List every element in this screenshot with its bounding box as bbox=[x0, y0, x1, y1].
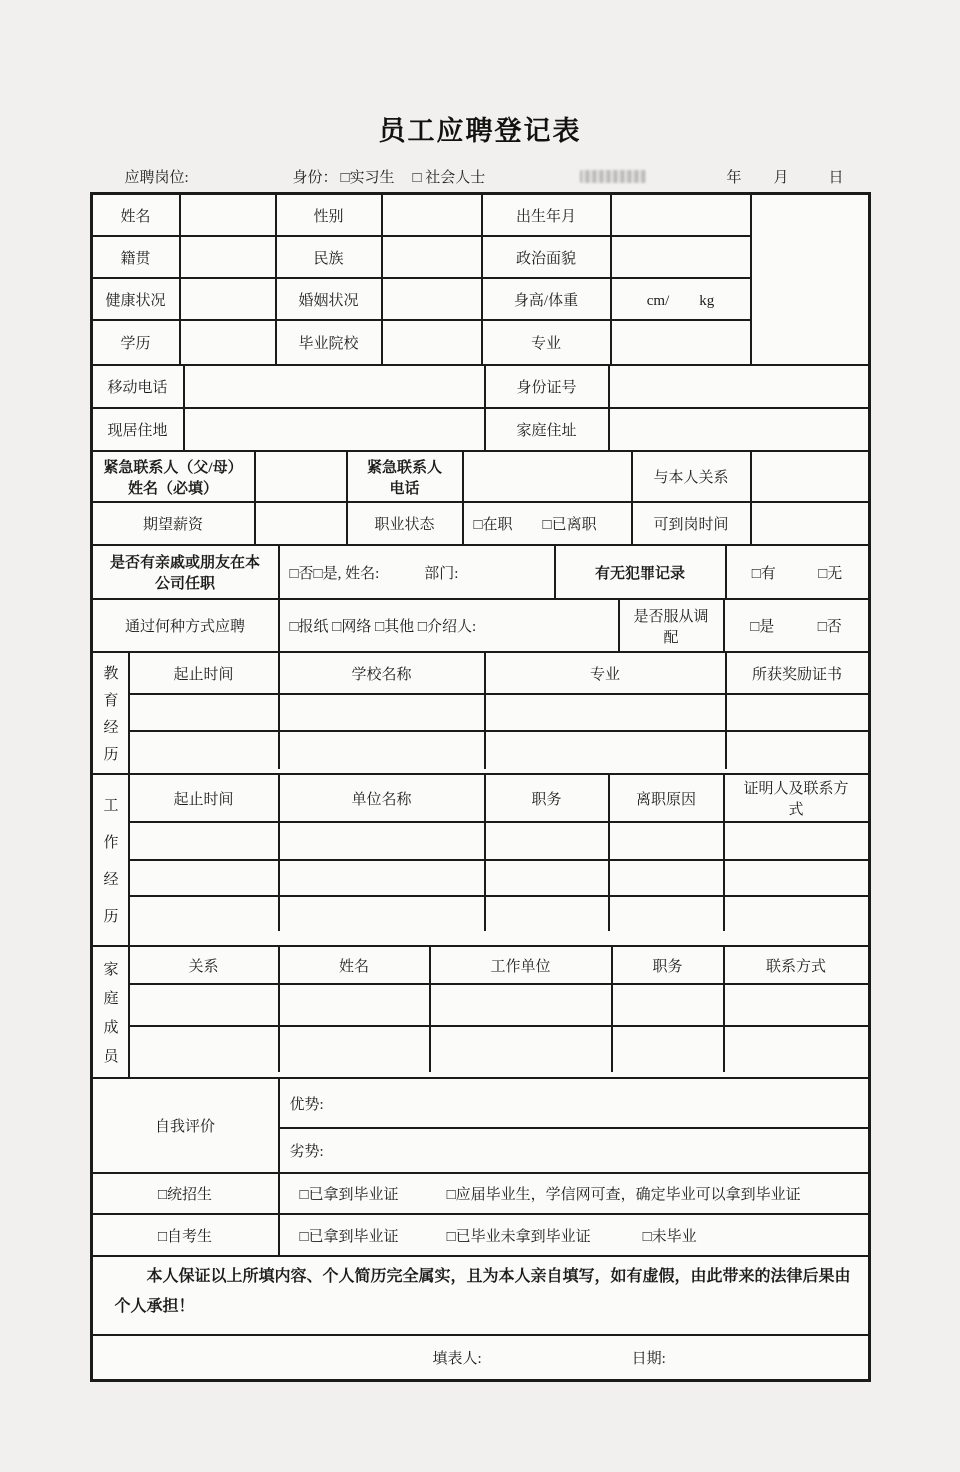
table-row bbox=[93, 279, 750, 321]
work-section-label: 工作经历 bbox=[93, 775, 130, 945]
birthdate-value-cell[interactable] bbox=[612, 195, 750, 235]
work-cell[interactable] bbox=[130, 897, 280, 931]
work-cell[interactable] bbox=[486, 861, 610, 895]
table-row bbox=[280, 1129, 868, 1172]
family-cell[interactable] bbox=[431, 985, 613, 1025]
emergency-name-label: 紧急联系人（父/母）姓名（必填） bbox=[93, 452, 256, 501]
table-row bbox=[93, 1215, 868, 1257]
criminal-record-checkboxes[interactable] bbox=[727, 546, 868, 598]
application-channel-checkboxes[interactable]: □报纸 □网络 □其他 □介绍人: bbox=[280, 600, 620, 651]
work-cell[interactable] bbox=[725, 897, 868, 931]
work-cell[interactable] bbox=[610, 861, 725, 895]
work-cell[interactable] bbox=[130, 861, 280, 895]
political-status-value-cell[interactable] bbox=[612, 237, 750, 277]
emergency-phone-value-cell[interactable] bbox=[464, 452, 633, 501]
home-address-label: 家庭住址 bbox=[486, 409, 610, 450]
work-header-leave-reason: 离职原因 bbox=[610, 775, 725, 821]
table-row bbox=[93, 409, 868, 452]
ethnicity-value-cell[interactable] bbox=[383, 237, 483, 277]
strengths-label: 优势: bbox=[289, 1096, 324, 1113]
degree-label: 学历 bbox=[93, 321, 181, 364]
name-value-cell[interactable] bbox=[181, 195, 277, 235]
relation-label: 与本人关系 bbox=[633, 452, 752, 501]
family-header-row bbox=[130, 947, 868, 985]
family-row bbox=[130, 985, 868, 1027]
date-label: 日期: bbox=[631, 1351, 666, 1367]
education-header-row bbox=[130, 653, 868, 695]
work-cell[interactable] bbox=[486, 823, 610, 859]
family-header-relation: 关系 bbox=[130, 947, 280, 983]
work-header-company: 单位名称 bbox=[280, 775, 486, 821]
family-cell[interactable] bbox=[725, 1027, 868, 1072]
relation-value-cell[interactable] bbox=[752, 452, 868, 501]
work-cell[interactable] bbox=[725, 823, 868, 859]
table-row bbox=[93, 321, 750, 364]
work-header-period: 起止时间 bbox=[130, 775, 280, 821]
work-cell[interactable] bbox=[280, 897, 486, 931]
education-cell[interactable] bbox=[130, 695, 280, 730]
marital-status-value-cell[interactable] bbox=[383, 279, 483, 319]
family-header-name: 姓名 bbox=[280, 947, 431, 983]
work-cell[interactable] bbox=[280, 823, 486, 859]
id-number-value-cell[interactable] bbox=[610, 366, 868, 407]
height-weight-value-cell[interactable]: cm/ kg bbox=[646, 292, 715, 309]
application-channel-label: 通过何种方式应聘 bbox=[93, 600, 280, 651]
birthdate-label: 出生年月 bbox=[483, 195, 612, 235]
education-section bbox=[93, 653, 868, 775]
filler-label: 填表人: bbox=[432, 1351, 482, 1367]
education-header-school: 学校名称 bbox=[280, 653, 486, 693]
relatives-checkboxes[interactable]: □否□是, 姓名: 部门: bbox=[280, 546, 556, 598]
height-weight-label: 身高/体重 bbox=[483, 279, 612, 319]
self-taught-student-checkbox[interactable]: □自考生 bbox=[93, 1215, 280, 1255]
residence-label: 现居住地 bbox=[93, 409, 185, 450]
table-row bbox=[93, 503, 868, 546]
major-label: 专业 bbox=[483, 321, 612, 364]
criminal-yes-checkbox[interactable]: □有 bbox=[751, 565, 776, 582]
declaration-text: 本人保证以上所填内容、个人简历完全属实，且为本人亲自填写，如有虚假，由此带来的法律后果由个人承担！ bbox=[114, 1268, 851, 1316]
strengths-cell[interactable] bbox=[280, 1079, 868, 1127]
marital-status-label: 婚姻状况 bbox=[277, 279, 383, 319]
work-header-reference: 证明人及联系方式 bbox=[743, 781, 849, 818]
work-row bbox=[130, 823, 868, 861]
position-label: 应聘岗位: bbox=[124, 170, 189, 186]
table-row bbox=[93, 546, 868, 600]
name-label: 姓名 bbox=[93, 195, 181, 235]
work-cell[interactable] bbox=[486, 897, 610, 931]
education-cell[interactable] bbox=[486, 695, 727, 730]
education-header-period: 起止时间 bbox=[130, 653, 280, 693]
family-cell[interactable] bbox=[613, 985, 725, 1025]
job-status-label: 职业状态 bbox=[348, 503, 464, 544]
family-row bbox=[130, 1027, 868, 1072]
family-cell[interactable] bbox=[280, 985, 431, 1025]
gender-value-cell[interactable] bbox=[383, 195, 483, 235]
home-address-value-cell[interactable] bbox=[610, 409, 868, 450]
education-cell[interactable] bbox=[727, 732, 868, 769]
family-cell[interactable] bbox=[130, 1027, 280, 1072]
mobile-label: 移动电话 bbox=[93, 366, 185, 407]
education-section-label: 教育经历 bbox=[93, 653, 130, 773]
diploma-obtained-checkbox[interactable]: □已拿到毕业证 bbox=[299, 1187, 399, 1203]
work-cell[interactable] bbox=[610, 823, 725, 859]
self-taught-options bbox=[280, 1215, 868, 1255]
regular-student-options bbox=[280, 1174, 868, 1213]
table-row bbox=[93, 1174, 868, 1215]
basic-info-section bbox=[93, 195, 868, 366]
family-cell[interactable] bbox=[613, 1027, 725, 1072]
signature-row[interactable] bbox=[93, 1336, 868, 1379]
application-form-table bbox=[90, 192, 871, 1382]
education-cell[interactable] bbox=[130, 732, 280, 769]
family-cell[interactable] bbox=[130, 985, 280, 1025]
salary-label: 期望薪资 bbox=[93, 503, 256, 544]
emergency-phone-label: 紧急联系人电话 bbox=[348, 452, 464, 501]
scanned-form-page bbox=[0, 114, 960, 1472]
weaknesses-cell[interactable] bbox=[280, 1129, 868, 1172]
work-cell[interactable] bbox=[610, 897, 725, 931]
work-cell[interactable] bbox=[725, 861, 868, 895]
table-row bbox=[280, 1079, 868, 1129]
fresh-graduate-checkbox[interactable]: □应届毕业生，学信网可查，确定毕业可以拿到毕业证 bbox=[446, 1187, 801, 1203]
work-header-row bbox=[130, 775, 868, 823]
regular-student-checkbox[interactable]: □统招生 bbox=[93, 1174, 280, 1213]
onboard-time-label: 可到岗时间 bbox=[633, 503, 752, 544]
self-evaluation-label: 自我评价 bbox=[93, 1079, 280, 1172]
work-row bbox=[130, 861, 868, 897]
self-evaluation-section bbox=[93, 1079, 868, 1174]
declaration-cell bbox=[93, 1257, 868, 1334]
diploma-obtained-checkbox[interactable]: □已拿到毕业证 bbox=[299, 1228, 399, 1245]
work-cell[interactable] bbox=[280, 861, 486, 895]
work-row bbox=[130, 897, 868, 931]
education-cell[interactable] bbox=[280, 695, 486, 730]
header-line bbox=[90, 166, 871, 190]
family-section-label: 家庭成员 bbox=[93, 947, 130, 1077]
redacted-stamp bbox=[580, 170, 646, 183]
criminal-no-checkbox[interactable]: □无 bbox=[818, 565, 843, 582]
table-row bbox=[93, 600, 868, 653]
family-section bbox=[93, 947, 868, 1079]
native-place-value-cell[interactable] bbox=[181, 237, 277, 277]
job-status-checkboxes[interactable]: □在职 □已离职 bbox=[464, 503, 633, 544]
native-place-label: 籍贯 bbox=[93, 237, 181, 277]
onboard-time-value-cell[interactable] bbox=[752, 503, 868, 544]
health-label: 健康状况 bbox=[93, 279, 181, 319]
emergency-name-value-cell[interactable] bbox=[256, 452, 348, 501]
identity-intern-checkbox[interactable]: □实习生 bbox=[340, 170, 395, 186]
education-header-awards: 所获奖励证书 bbox=[751, 666, 842, 683]
not-graduated-checkbox[interactable]: □未毕业 bbox=[642, 1228, 697, 1245]
criminal-record-label: 有无犯罪记录 bbox=[556, 546, 727, 598]
identity-social-checkbox[interactable]: □ 社会人士 bbox=[412, 170, 486, 186]
family-cell[interactable] bbox=[280, 1027, 431, 1072]
family-header-employer: 工作单位 bbox=[431, 947, 613, 983]
table-row bbox=[93, 1336, 868, 1379]
gender-label: 性别 bbox=[277, 195, 383, 235]
work-cell[interactable] bbox=[130, 823, 280, 859]
education-row bbox=[130, 732, 868, 769]
major-value-cell[interactable] bbox=[612, 321, 750, 364]
relocation-label: 是否服从调配 bbox=[620, 600, 725, 651]
relatives-label: 是否有亲戚或朋友在本公司任职 bbox=[93, 546, 280, 598]
table-row bbox=[93, 237, 750, 279]
work-section bbox=[93, 775, 868, 947]
education-cell[interactable] bbox=[486, 732, 727, 769]
table-row bbox=[93, 195, 750, 237]
ethnicity-label: 民族 bbox=[277, 237, 383, 277]
day-label: 日 bbox=[828, 170, 844, 186]
education-cell[interactable] bbox=[280, 732, 486, 769]
page-title: 员工应聘登记表 bbox=[378, 116, 582, 146]
salary-value-cell[interactable] bbox=[256, 503, 348, 544]
political-status-label: 政治面貌 bbox=[483, 237, 612, 277]
identity-label: 身份： bbox=[292, 170, 338, 186]
table-row bbox=[93, 366, 868, 409]
health-value-cell[interactable] bbox=[181, 279, 277, 319]
education-header-major: 专业 bbox=[486, 653, 727, 693]
relocation-no-checkbox[interactable]: □否 bbox=[817, 619, 842, 635]
education-cell[interactable] bbox=[727, 695, 868, 730]
school-label: 毕业院校 bbox=[277, 321, 383, 364]
table-row bbox=[93, 452, 868, 503]
relocation-checkboxes[interactable] bbox=[725, 600, 868, 651]
education-row bbox=[130, 695, 868, 732]
id-number-label: 身份证号 bbox=[486, 366, 610, 407]
graduated-no-diploma-checkbox[interactable]: □已毕业未拿到毕业证 bbox=[446, 1228, 591, 1245]
work-header-position: 职务 bbox=[486, 775, 610, 821]
family-cell[interactable] bbox=[431, 1027, 613, 1072]
weaknesses-label: 劣势: bbox=[289, 1144, 324, 1160]
family-header-contact: 联系方式 bbox=[765, 958, 826, 975]
degree-value-cell[interactable] bbox=[181, 321, 277, 364]
relocation-yes-checkbox[interactable]: □是 bbox=[750, 619, 775, 635]
school-value-cell[interactable] bbox=[383, 321, 483, 364]
year-label: 年 bbox=[726, 170, 742, 186]
family-cell[interactable] bbox=[725, 985, 868, 1025]
month-label: 月 bbox=[773, 170, 789, 186]
mobile-value-cell[interactable] bbox=[185, 366, 486, 407]
table-row bbox=[93, 1257, 868, 1336]
residence-value-cell[interactable] bbox=[185, 409, 486, 450]
family-header-position: 职务 bbox=[613, 947, 725, 983]
photo-cell bbox=[750, 195, 868, 364]
